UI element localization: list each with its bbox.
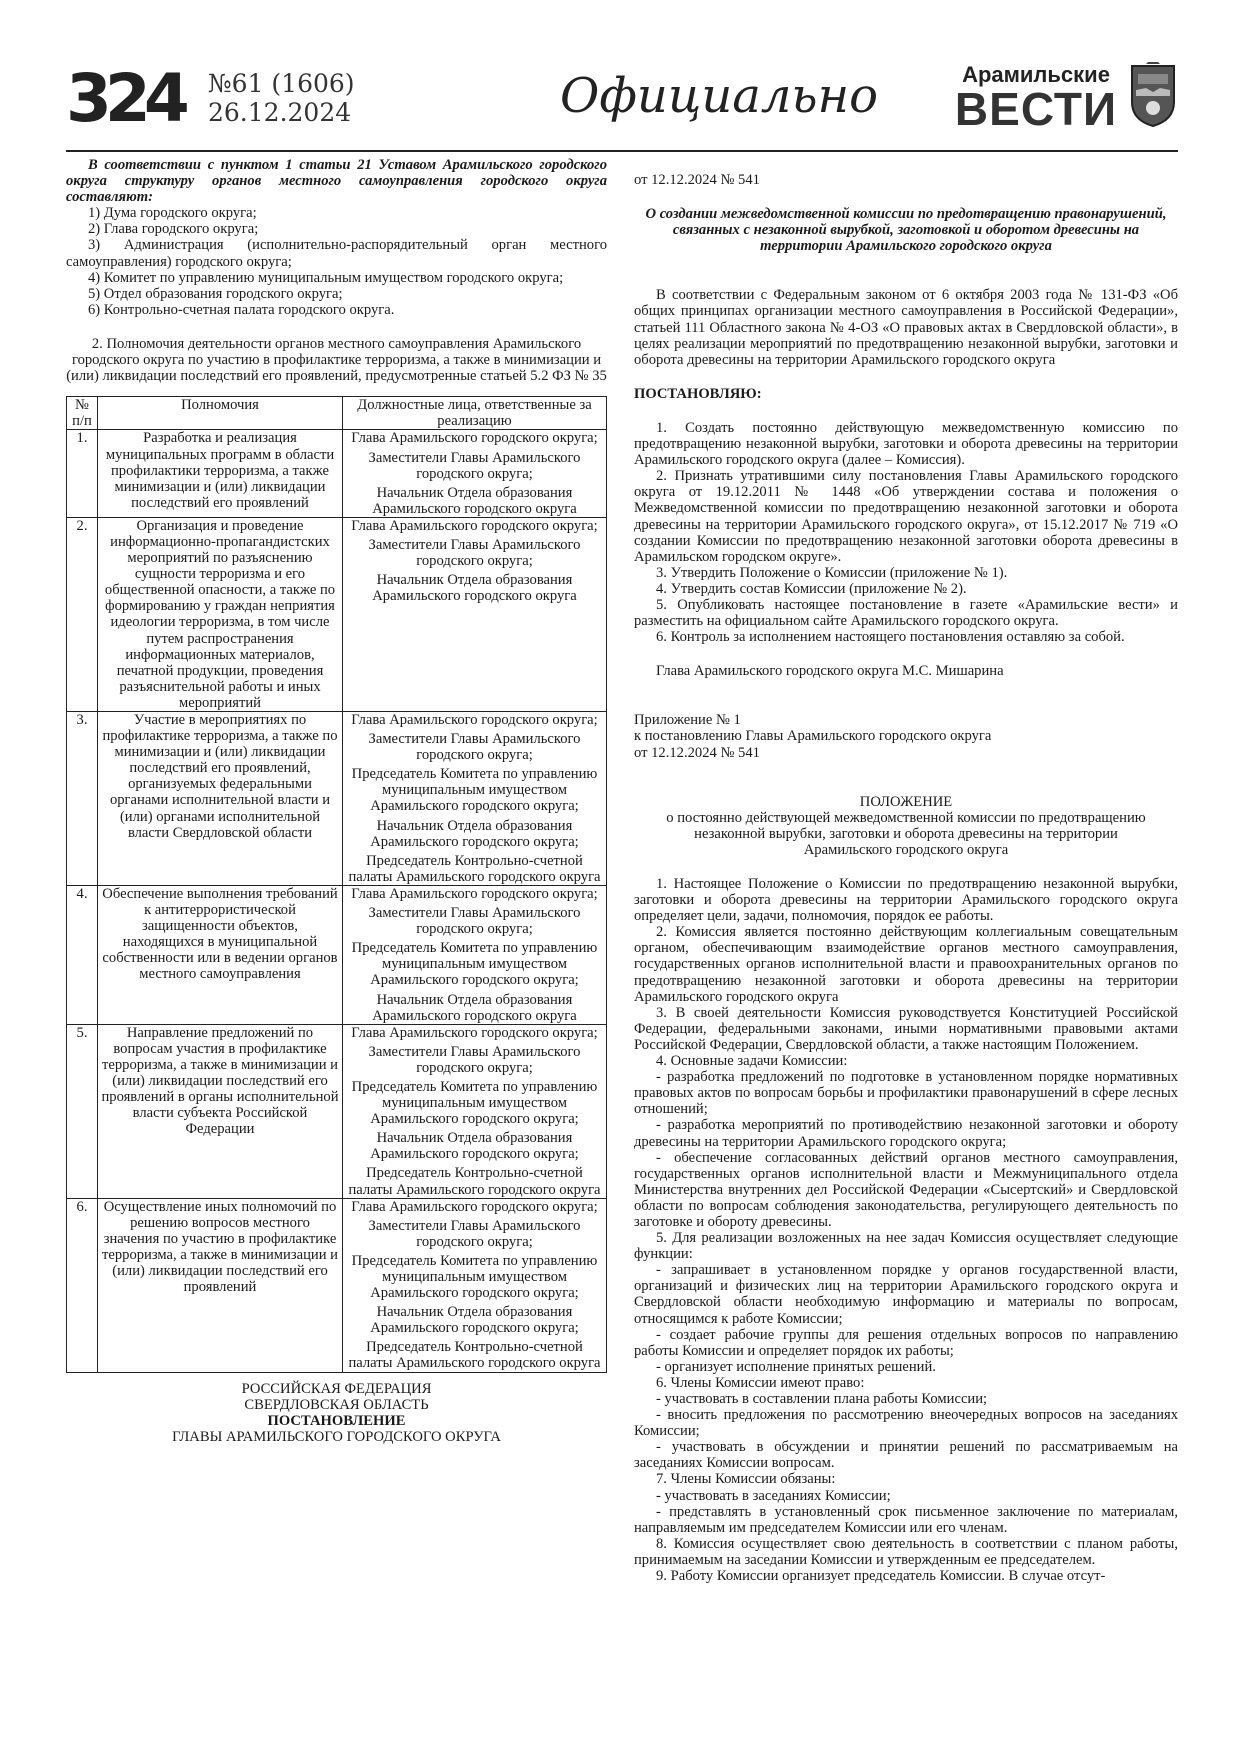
powers-table	[66, 396, 607, 1372]
official: Начальник Отдела образования Арамильского городского округа;	[370, 817, 579, 850]
regulation-subtitle: о постоянно действующей межведомственной комиссии по предотвращению незаконной вырубки, заготовки и оборота древесины на территории Арамильского городского округа	[666, 809, 1146, 858]
decree-header	[66, 1381, 607, 1445]
list-item: 1) Дума городского округа;	[88, 205, 257, 222]
issue-date: 26.12.2024	[208, 97, 352, 127]
signature: Глава Арамильского городского округа М.С. Мишарина	[656, 663, 1004, 680]
row-power: Направление предложений по вопросам участия в профилактике терроризма, а также в минимизации и (или) ликвидации последствий его проявлений в органы исполнительной власти субъекта Российской Федерации	[98, 1024, 343, 1198]
row-officials	[343, 430, 607, 517]
row-number: 1.	[67, 430, 98, 517]
regulation-body	[634, 876, 1178, 1584]
row-power: Участие в мероприятиях по профилактике терроризма, а также по минимизации и (или) ликвидации последствий его проявлений, организуемых федеральными органами исполнительной власти и (или) органами исполнительной власти Свердловской области	[98, 712, 343, 886]
list-item: 1. Создать постоянно действующую межведомственную комиссию по предотвращению незаконной вырубки, заготовки и оборота древесины на территории Арамильского городского округа (далее – Комиссия).	[634, 419, 1178, 469]
right-column	[634, 172, 1178, 1584]
regulation-paragraph: - обеспечение согласованных действий органов местного самоуправления, государственных органов исполнительной власти и Межмуниципального отдела Министерства внутренних дел Российской Федерации «Сысертский» и Свердловской области по вопросам соблюдения законодательства, регулирующего деятельность по заготовке и обороту древесины.	[634, 1149, 1178, 1230]
official: Глава Арамильского городского округа;	[351, 1024, 598, 1041]
row-officials	[343, 1198, 607, 1372]
official: Заместители Главы Арамильского городского округа;	[368, 731, 581, 764]
decree-type: ПОСТАНОВЛЕНИЕ	[267, 1412, 406, 1429]
structure-intro: В соответствии с пунктом 1 статьи 21 Уставом Арамильского городского округа структуру органов местного самоуправления городского округа составляют:	[66, 157, 607, 206]
regulation-paragraph: 4. Основные задачи Комиссии:	[656, 1053, 848, 1070]
regulation-paragraph: - вносить предложения по рассмотрению внеочередных вопросов на заседаниях Комиссии;	[634, 1407, 1178, 1440]
regulation-title: ПОЛОЖЕНИЕ	[859, 793, 953, 810]
official: Председатель Контрольно-счетной палаты Арамильского городского округа	[348, 1339, 601, 1372]
regulation-paragraph: - создает рабочие группы для решения отдельных вопросов по направлению работы Комиссии и определяет порядок их работы;	[634, 1326, 1178, 1359]
row-officials	[343, 517, 607, 711]
list-item: 6) Контрольно-счетная палата городского округа.	[88, 301, 395, 318]
city-coat-of-arms-icon	[1128, 62, 1178, 128]
masthead	[66, 62, 1178, 152]
table-row	[67, 517, 607, 711]
regulation-paragraph: 9. Работу Комиссии организует председатель Комиссии. В случае отсут-	[656, 1568, 1106, 1585]
row-number: 4.	[67, 885, 98, 1024]
official: Начальник Отдела образования Арамильского городского округа	[372, 572, 577, 605]
official: Заместители Главы Арамильского городского округа;	[368, 449, 581, 482]
table-row	[67, 1024, 607, 1198]
left-column	[66, 157, 607, 1445]
decree-preamble: В соответствии с Федеральным законом от 6 октября 2003 года № 131-ФЗ «Об общих принципах организации местного самоуправления в Российской Федерации», статьей 111 Областного закона № 4-ОЗ «О правовых актах в Свердловской области», в целях реализации мероприятий по предотвращению незаконной вырубки, заготовки и оборота древесины на территории Арамильского городского округа	[634, 287, 1178, 368]
official: Глава Арамильского городского округа;	[351, 1198, 598, 1215]
table-row	[67, 430, 607, 517]
official: Председатель Контрольно-счетной палаты Арамильского городского округа	[348, 852, 601, 885]
regulation-paragraph: - участвовать в заседаниях Комиссии;	[656, 1487, 891, 1504]
appendix-line: Приложение № 1	[634, 712, 741, 729]
official: Глава Арамильского городского округа;	[351, 430, 598, 447]
regulation-paragraph: 3. В своей деятельности Комиссия руководствуется Конституцией Российской Федерации, федеральными законами, иными нормативными правовыми актами Российской Федерации, Свердловской области, а также настоящим Положением.	[634, 1004, 1178, 1053]
table-row	[67, 712, 607, 886]
appendix-line: к постановлению Главы Арамильского городского округа	[634, 728, 992, 745]
resolve-heading: ПОСТАНОВЛЯЮ:	[634, 385, 762, 402]
official: Председатель Комитета по управлению муниципальным имуществом Арамильского городского округа;	[351, 940, 598, 989]
regulation-paragraph: - участвовать в составлении плана работы Комиссии;	[656, 1391, 988, 1407]
regulation-paragraph: - разработка мероприятий по противодействию незаконной заготовки и обороту древесины на территории Арамильского городского округа;	[634, 1117, 1178, 1150]
column-header-powers: Полномочия	[98, 397, 343, 430]
list-item: 4. Утвердить состав Комиссии (приложение № 2).	[656, 580, 967, 597]
country-line: РОССИЙСКАЯ ФЕДЕРАЦИЯ	[241, 1380, 432, 1397]
regulation-paragraph: 6. Члены Комиссии имеют право:	[656, 1374, 865, 1391]
regulation-paragraph: - участвовать в обсуждении и принятии решений по рассматриваемым на заседаниях Комиссии вопросам.	[634, 1439, 1178, 1472]
issue-number: №61 (1606)	[208, 69, 355, 98]
official: Председатель Контрольно-счетной палаты Арамильского городского округа	[348, 1165, 601, 1198]
list-item: 3. Утвердить Положение о Комиссии (приложение № 1).	[656, 564, 1008, 581]
row-number: 2.	[67, 517, 98, 711]
region-line: СВЕРДЛОВСКАЯ ОБЛАСТЬ	[244, 1396, 429, 1413]
appendix-block	[634, 712, 1178, 760]
row-power: Обеспечение выполнения требований к антитеррористической защищенности объектов, находящихся в муниципальной собственности или в ведении органов местного самоуправления	[98, 885, 343, 1024]
official: Глава Арамильского городского округа;	[351, 712, 598, 728]
row-number: 5.	[67, 1024, 98, 1198]
regulation-paragraph: 8. Комиссия осуществляет свою деятельность в соответствии с планом работы, принимаемым на заседании Комиссии и утвержденным ее председателем.	[634, 1535, 1178, 1568]
logo-main-word: ВЕСТИ	[954, 83, 1118, 135]
row-power: Организация и проведение информационно-пропагандистских мероприятий по разъяснению сущности терроризма и его общественной опасности, а также по формированию у граждан неприятия идеологии терроризма, в том числе путем распространения информационных материалов, печатной продукции, проведения разъяснительной работы и иных мероприятий	[98, 517, 343, 711]
official: Заместители Главы Арамильского городского округа;	[368, 1217, 581, 1250]
decree-date: от 12.12.2024 № 541	[634, 172, 760, 188]
table-row	[67, 885, 607, 1024]
powers-intro: 2. Полномочия деятельности органов местного самоуправления Арамильского городского округа по участию в профилактике терроризма, а также в минимизации и (или) ликвидации последствий его проявлений, предусмотренные статьей 5.2 ФЗ № 35	[66, 335, 607, 385]
header-rule	[66, 150, 1178, 152]
list-item: 3) Администрация (исполнительно-распорядительный орган местного самоуправления) городского округа;	[66, 237, 607, 270]
list-item: 2) Глава городского округа;	[88, 221, 259, 238]
official: Начальник Отдела образования Арамильского городского округа	[372, 484, 577, 517]
official: Глава Арамильского городского округа;	[351, 517, 598, 534]
logo-top-word: Арамильские	[962, 62, 1110, 87]
row-officials	[343, 885, 607, 1024]
regulation-paragraph: - разработка предложений по подготовке в установленном порядке нормативных правовых актов по вопросам борьбы и профилактики правонарушений в сфере лесных отношений;	[634, 1069, 1178, 1118]
row-number: 3.	[67, 712, 98, 886]
official: Начальник Отдела образования Арамильского городского округа;	[370, 1304, 579, 1337]
newspaper-logo	[946, 62, 1126, 135]
issuer-line: ГЛАВЫ АРАМИЛЬСКОГО ГОРОДСКОГО ОКРУГА	[172, 1428, 501, 1445]
appendix-line: от 12.12.2024 № 541	[634, 744, 760, 761]
regulation-paragraph: 2. Комиссия является постоянно действующим коллегиальным совещательным органом, обеспечивающим взаимодействие органов местного самоуправления, государственных органов исполнительной власти и правоохранительных органов по предотвращению незаконной заготовки и оборота древесины на территории Арамильского городского округа	[634, 924, 1178, 1005]
official: Заместители Главы Арамильского городского округа;	[368, 905, 581, 938]
regulation-paragraph: - представлять в установленный срок письменное заключение по материалам, направляемым им председателем Комиссии или его членам.	[634, 1503, 1178, 1536]
page-number: 324	[66, 60, 183, 137]
table-row	[67, 1198, 607, 1372]
regulation-paragraph: 5. Для реализации возложенных на нее задач Комиссия осуществляет следующие функции:	[634, 1230, 1178, 1263]
list-item: 6. Контроль за исполнением настоящего постановления оставляю за собой.	[656, 629, 1125, 646]
official: Председатель Комитета по управлению муниципальным имуществом Арамильского городского округа;	[351, 766, 598, 815]
row-officials	[343, 712, 607, 886]
official: Заместители Главы Арамильского городского округа;	[368, 1043, 581, 1076]
row-power: Осуществление иных полномочий по решению вопросов местного значения по участию в профилактике терроризма, а также в минимизации и (или) ликвидации последствий его проявлений	[98, 1198, 343, 1372]
official: Председатель Комитета по управлению муниципальным имуществом Арамильского городского округа;	[351, 1078, 598, 1128]
row-officials	[343, 1024, 607, 1198]
official: Начальник Отдела образования Арамильского городского округа	[372, 991, 577, 1024]
decree-title: О создании межведомственной комиссии по предотвращению правонарушений, связанных с незаконной вырубкой, заготовкой и оборотом древесины на территории Арамильского городского округа	[645, 206, 1167, 255]
regulation-paragraph: - организует исполнение принятых решений.	[656, 1358, 936, 1375]
decree-items	[634, 420, 1178, 645]
official: Глава Арамильского городского округа;	[351, 885, 598, 902]
table-header-row	[67, 397, 607, 430]
regulation-paragraph: 1. Настоящее Положение о Комиссии по предотвращению незаконной вырубки, заготовки и оборота древесины на территории Арамильского городского округа определяет цели, задачи, полномочия, порядок ее работы.	[634, 876, 1178, 925]
list-item: 5. Опубликовать настоящее постановление в газете «Арамильские вести» и разместить на официальном сайте Арамильского городского округа.	[634, 596, 1178, 630]
official: Заместители Главы Арамильского городского округа;	[368, 536, 581, 570]
issue-info	[208, 70, 355, 128]
regulation-paragraph: - запрашивает в установленном порядке у органов государственной власти, организаций и физических лиц на территории Арамильского городского округа и Свердловской области необходимую информацию и материалы по вопросам, относящимся к работе Комиссии;	[634, 1262, 1178, 1327]
list-item: 2. Признать утратившими силу постановления Главы Арамильского городского округа от 19.12.2011 № 1448 «Об утверждении состава и положения о Межведомственной комиссии по предотвращению незаконной заготовки и оборота древесины на территории Арамильского городского округа», от 15.12.2017 № 719 «О создании Комиссии по предотвращению незаконной заготовки оборота древесины в Арамильском городском округе».	[634, 468, 1178, 565]
column-header-officials: Должностные лица, ответственные за реализацию	[343, 397, 607, 430]
list-item: 4) Комитет по управлению муниципальным имуществом городского округа;	[88, 269, 564, 286]
row-number: 6.	[67, 1198, 98, 1372]
bodies-list	[66, 205, 607, 318]
row-power: Разработка и реализация муниципальных программ в области профилактики терроризма, а также минимизации и (или) ликвидации последствий его проявлений	[98, 430, 343, 517]
section-title: Официально	[560, 68, 879, 124]
regulation-paragraph: 7. Члены Комиссии обязаны:	[656, 1471, 836, 1488]
official: Начальник Отдела образования Арамильского городского округа;	[370, 1130, 579, 1163]
column-header-number: № п/п	[67, 397, 98, 430]
official: Председатель Комитета по управлению муниципальным имуществом Арамильского городского округа;	[351, 1252, 598, 1302]
list-item: 5) Отдел образования городского округа;	[88, 285, 343, 302]
